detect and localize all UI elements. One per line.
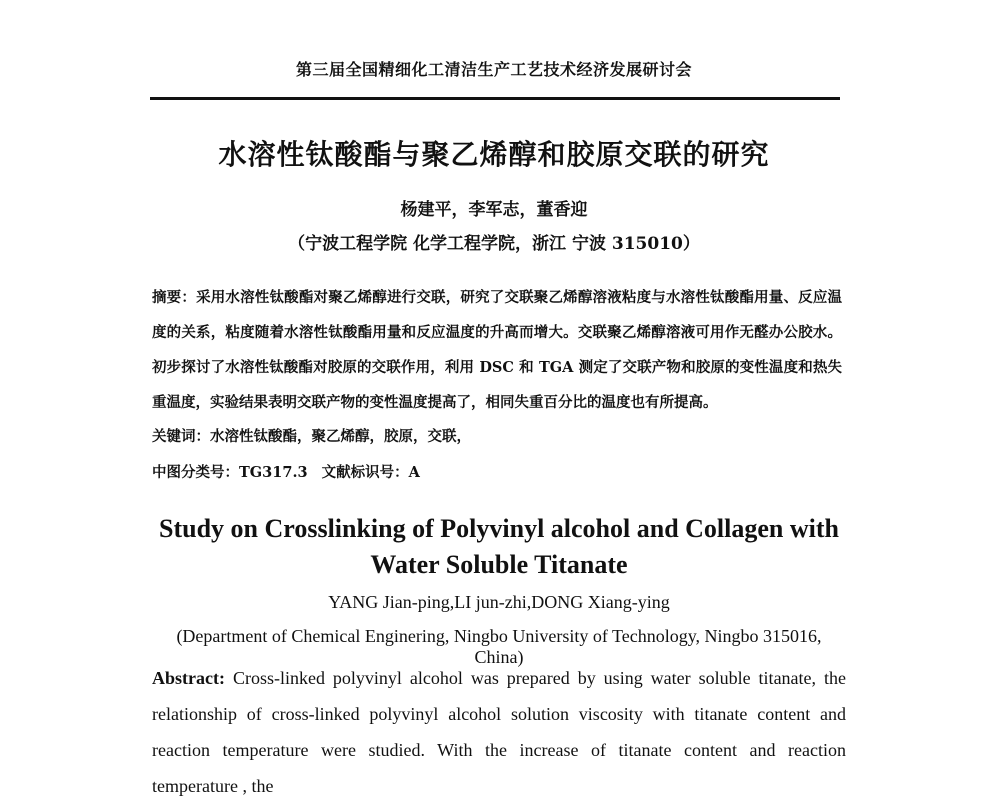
chinese-keywords-text: 水溶性钛酸酯，聚乙烯醇，胶原，交联，	[210, 428, 471, 445]
english-authors: YANG Jian-ping,LI jun-zhi,DONG Xiang-ying	[328, 592, 670, 612]
conference-header: 第三届全国精细化工清洁生产工艺技术经济发展研讨会	[295, 60, 692, 79]
classification-line	[152, 461, 842, 482]
doc-code-label: 文献标识号：	[321, 464, 409, 481]
english-title-line-1: Study on Crosslinking of Polyvinyl alcohol and Collagen with	[158, 514, 839, 543]
english-title	[140, 511, 858, 583]
english-abstract	[152, 660, 846, 804]
chinese-authors: 杨建平，李军志，董香迎	[400, 200, 588, 220]
english-abstract-text: Cross-linked polyvinyl alcohol was prepared by using water soluble titanate, the relationship of cross-linked polyvinyl alcohol solution viscosity with titanate content and reaction temperature were studied. With the increase of titanate content and reaction temperature , the	[152, 668, 846, 796]
english-affiliation: (Department of Chemical Enginering, Ningbo University of Technology, Ningbo 315016, China)	[176, 626, 822, 667]
class-number-value: TG317.3	[239, 464, 308, 481]
chinese-affiliation: （宁波工程学院 化学工程学院，浙江 宁波 315010）	[288, 234, 700, 254]
class-number-label: 中图分类号：	[152, 464, 239, 481]
chinese-abstract	[152, 280, 842, 420]
chinese-abstract-text: 采用水溶性钛酸酯对聚乙烯醇进行交联，研究了交联聚乙烯醇溶液粘度与水溶性钛酸酯用量、反应温度的关系，粘度随着水溶性钛酸酯用量和反应温度的升高而增大。交联聚乙烯醇溶液可用作无醛办公胶水。初步探讨了水溶性钛酸酯对胶原的交联作用，利用 DSC 和 TGA 测定了交联产物和胶原的变性温度和热失重温度，实验结果表明交联产物的变性温度提高了，相同失重百分比的温度也有所提高。	[152, 289, 843, 411]
chinese-title: 水溶性钛酸酯与聚乙烯醇和胶原交联的研究	[218, 138, 770, 171]
doc-code-value: A	[408, 464, 420, 481]
english-abstract-label: Abstract:	[152, 668, 225, 688]
chinese-keywords	[152, 425, 842, 446]
chinese-abstract-label: 摘要：	[152, 289, 197, 306]
header-rule	[150, 97, 840, 100]
chinese-keywords-label: 关键词：	[152, 428, 210, 445]
english-title-line-2: Water Soluble Titanate	[370, 550, 628, 579]
